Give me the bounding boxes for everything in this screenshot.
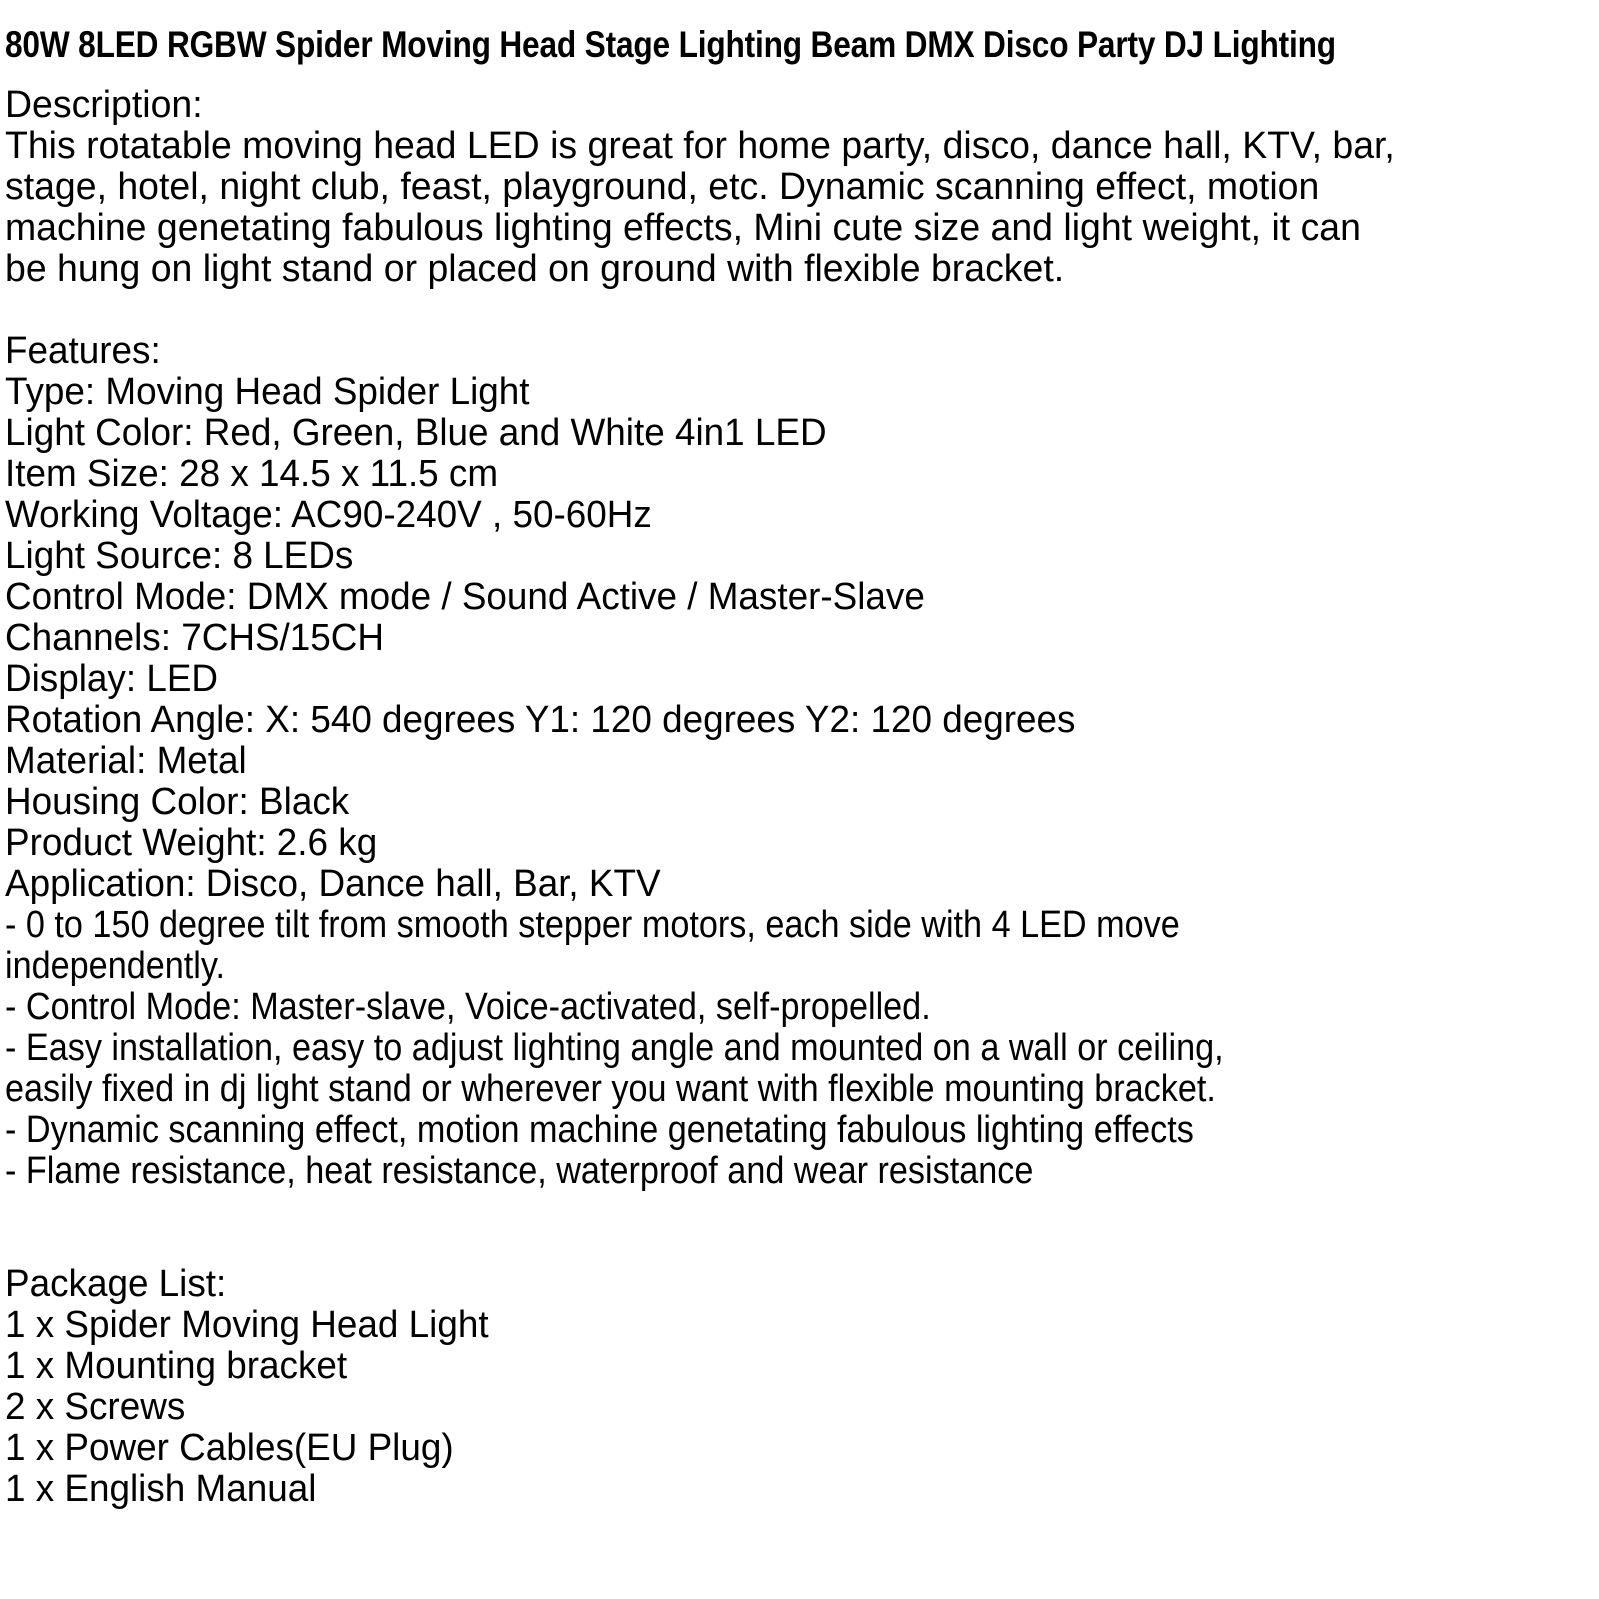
package-list-item: 1 x Mounting bracket (5, 1345, 348, 1387)
description-line: machine genetating fabulous lighting effects, Mini cute size and light weight, it can (5, 207, 1361, 249)
spec-line: Rotation Angle: X: 540 degrees Y1: 120 degrees Y2: 120 degrees (5, 699, 1076, 741)
spec-line: Application: Disco, Dance hall, Bar, KTV (5, 863, 661, 905)
section-spacer (5, 290, 1599, 331)
spec-line: Working Voltage: AC90-240V , 50-60Hz (5, 494, 652, 536)
spec-line: Type: Moving Head Spider Light (5, 371, 530, 413)
description-heading: Description: (5, 84, 203, 126)
description-line: be hung on light stand or placed on ground with flexible bracket. (5, 248, 1065, 290)
feature-bullet: - 0 to 150 degree tilt from smooth stepper motors, each side with 4 LED move (5, 904, 1180, 946)
spec-line: Control Mode: DMX mode / Sound Active / Master-Slave (5, 576, 925, 618)
package-list-item: 1 x Power Cables(EU Plug) (5, 1427, 454, 1469)
package-list-item: 2 x Screws (5, 1386, 186, 1428)
description-section (5, 85, 1599, 290)
spec-line: Light Source: 8 LEDs (5, 535, 354, 577)
title-spacer (5, 67, 1599, 85)
package-list-heading: Package List: (5, 1263, 227, 1305)
feature-bullet-continuation: easily fixed in dj light stand or wherever you want with flexible mounting bracket. (5, 1068, 1216, 1110)
description-line: stage, hotel, night club, feast, playground, etc. Dynamic scanning effect, motion (5, 166, 1320, 208)
package-list-item: 1 x Spider Moving Head Light (5, 1304, 489, 1346)
spec-line: Display: LED (5, 658, 219, 700)
spec-line: Product Weight: 2.6 kg (5, 822, 378, 864)
feature-bullet: - Control Mode: Master-slave, Voice-activated, self-propelled. (5, 986, 931, 1028)
spec-line: Material: Metal (5, 740, 247, 782)
spec-line: Housing Color: Black (5, 781, 350, 823)
features-heading: Features: (5, 330, 161, 372)
features-section (5, 331, 1599, 1192)
feature-bullet: - Easy installation, easy to adjust lighting angle and mounted on a wall or ceiling, (5, 1027, 1224, 1069)
spec-line: Light Color: Red, Green, Blue and White 4in1 LED (5, 412, 827, 454)
spec-line: Channels: 7CHS/15CH (5, 617, 385, 659)
page-title: 80W 8LED RGBW Spider Moving Head Stage Lighting Beam DMX Disco Party DJ Lighting (5, 24, 1336, 65)
feature-bullet-continuation: independently. (5, 945, 225, 987)
package-list-section (5, 1264, 1599, 1510)
feature-bullet: - Dynamic scanning effect, motion machine genetating fabulous lighting effects (5, 1109, 1194, 1151)
section-spacer (5, 1192, 1599, 1264)
feature-bullet: - Flame resistance, heat resistance, waterproof and wear resistance (5, 1150, 1034, 1192)
package-list-item: 1 x English Manual (5, 1468, 317, 1510)
description-line: This rotatable moving head LED is great for home party, disco, dance hall, KTV, bar, (5, 125, 1395, 167)
spec-line: Item Size: 28 x 14.5 x 11.5 cm (5, 453, 499, 495)
